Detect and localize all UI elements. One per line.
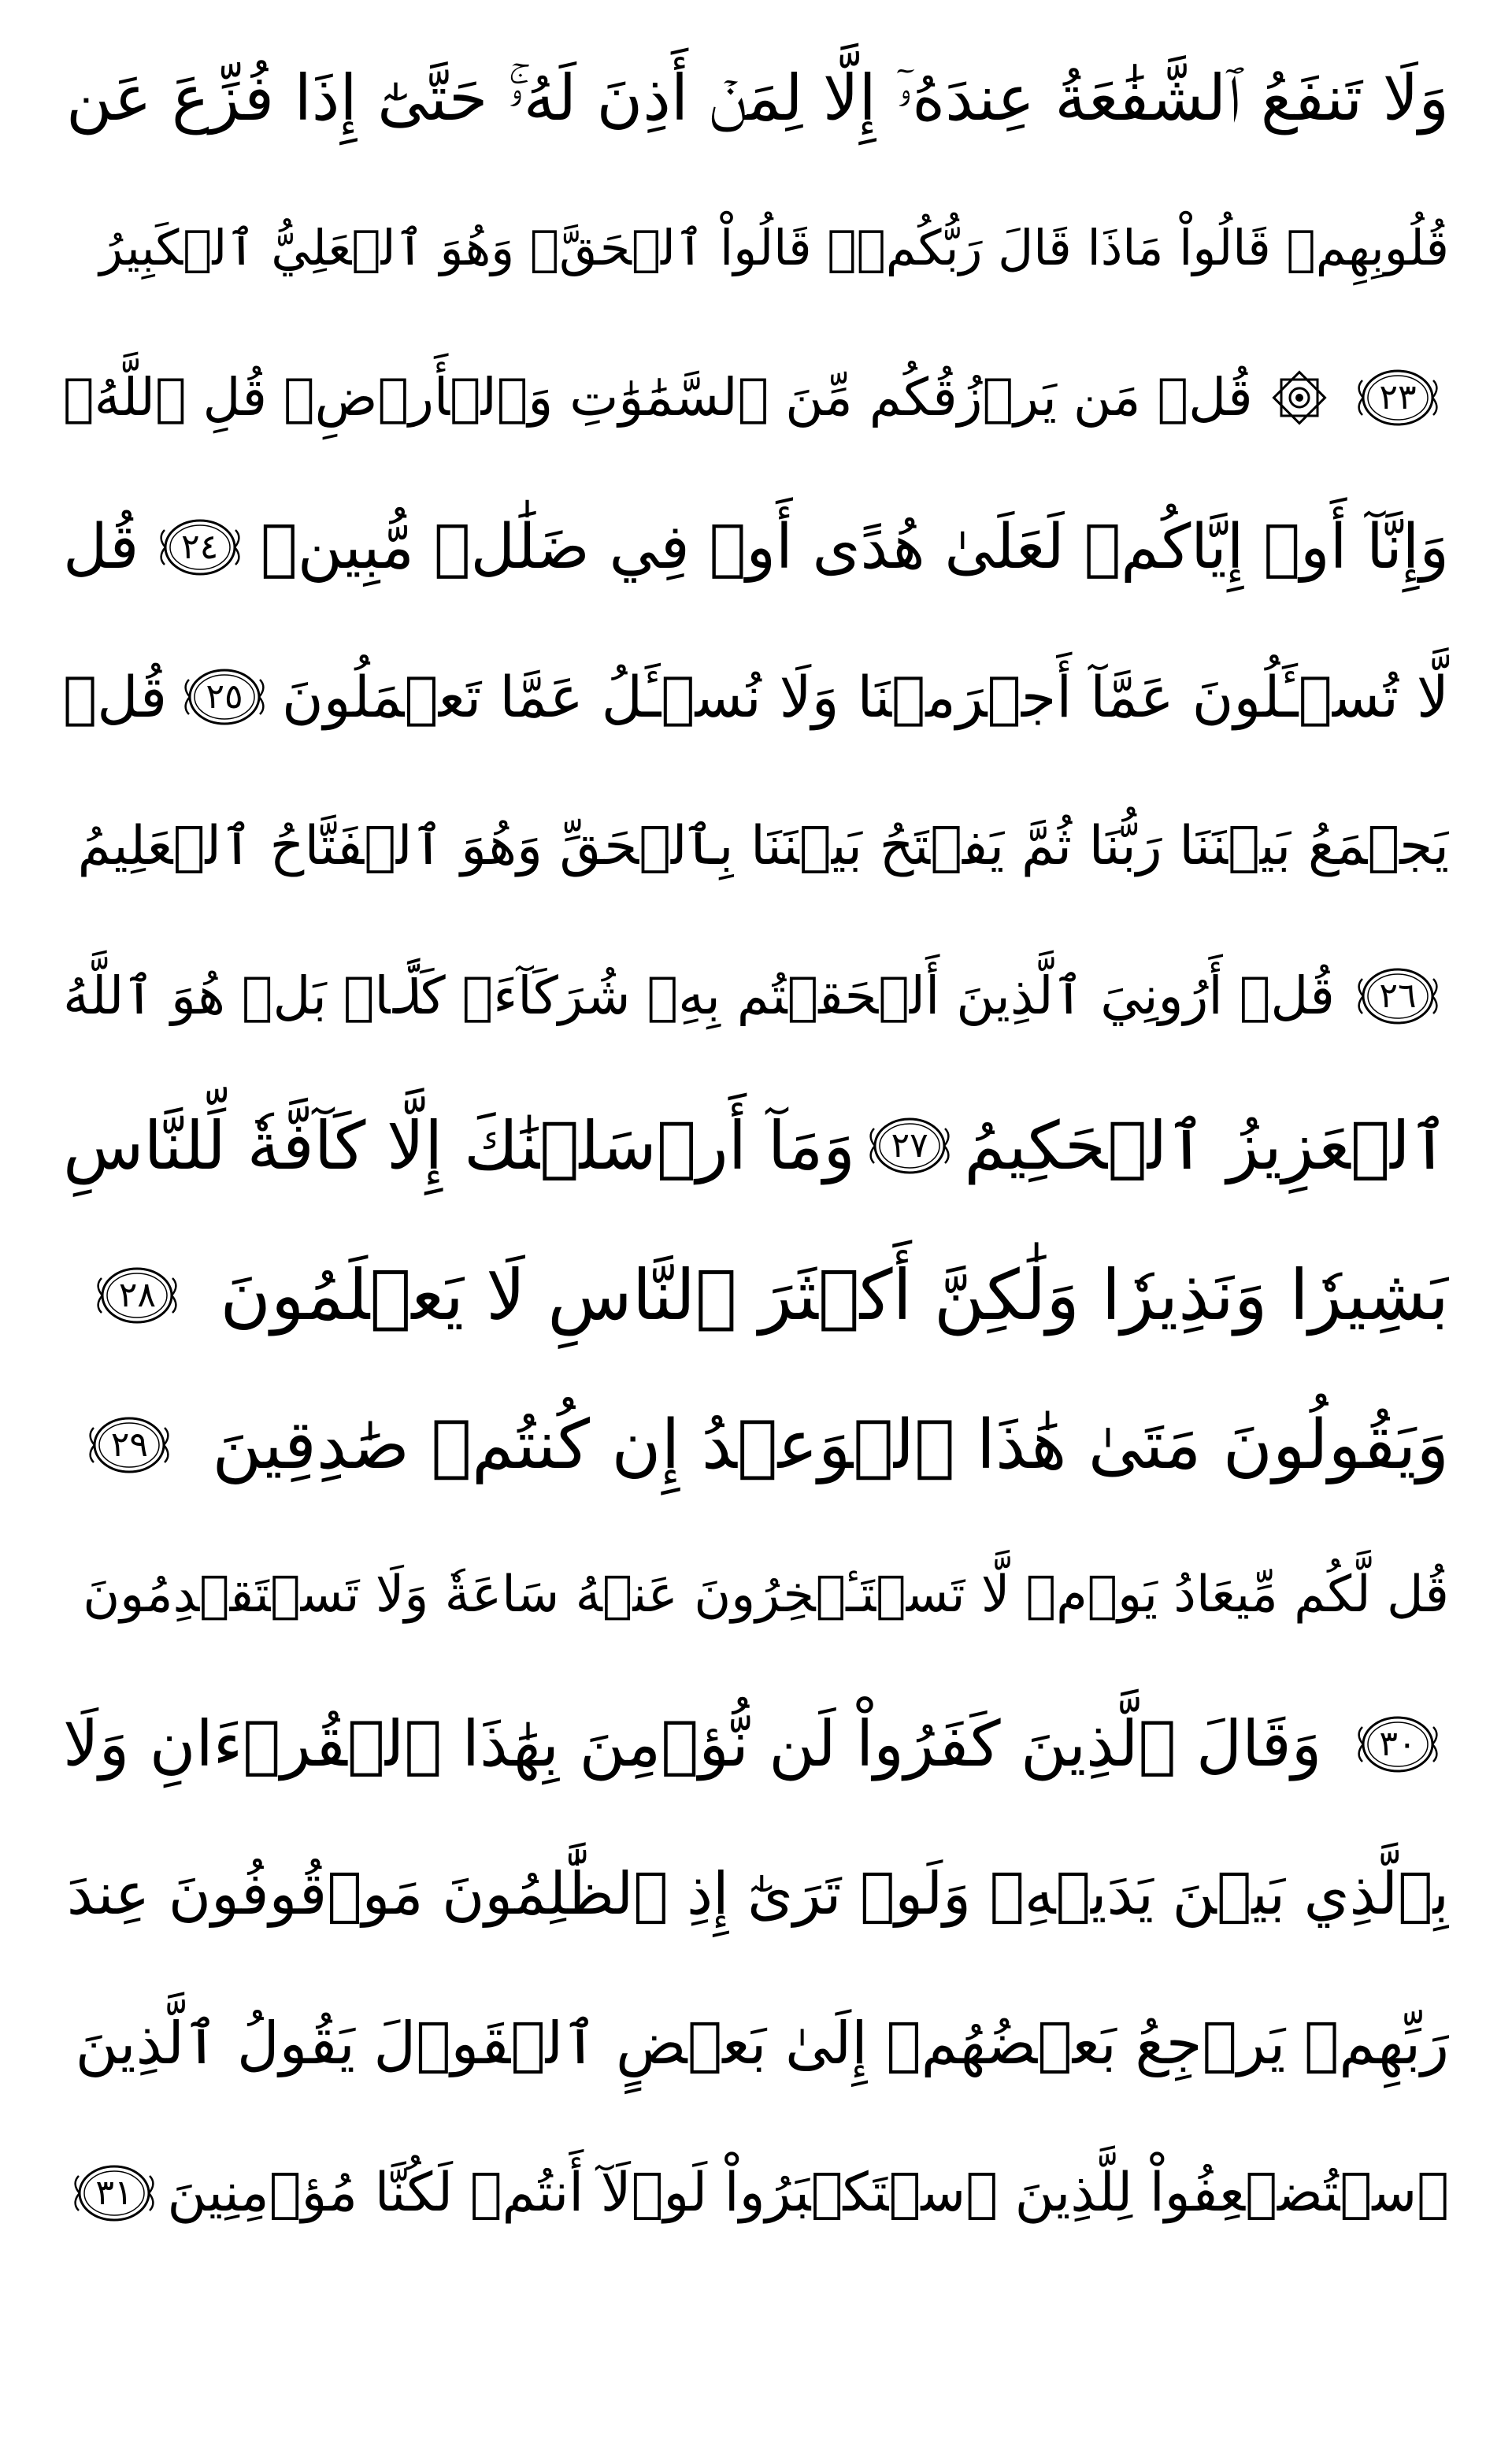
- ayah-number: ٢٨: [118, 1275, 156, 1315]
- ayah-number-marker: [71, 2160, 158, 2226]
- mushaf-page: [63, 24, 1449, 2418]
- ayah-number: ٢٤: [181, 527, 219, 567]
- verse-text: قُل لَّكُم مِّيعَادُ يَوۡمٖ لَّا تَسۡتَـٔۡخِرُونَ عَنۡهُ سَاعَةٗ وَلَا تَسۡتَقۡدِمُونَ: [83, 1566, 1449, 1624]
- verse-line: [63, 173, 1449, 323]
- verse-text: وَلَا تَنفَعُ ٱلشَّفَٰعَةُ عِندَهُۥٓ إِلَّا لِمَنۡ أَذِنَ لَهُۥۚ حَتَّىٰٓ إِذَا فُزِّعَ عَن: [65, 61, 1449, 135]
- verse-text: قُلُوبِهِمۡ قَالُواْ مَاذَا قَالَ رَبُّكُمۡۖ قَالُواْ ٱلۡحَقَّۖ وَهُوَ ٱلۡعَلِيُّ ٱلۡكَبِيرُ: [99, 219, 1449, 276]
- ayah-number: ٢٣: [1379, 377, 1417, 417]
- verse-line: [63, 24, 1449, 173]
- verse-text: قُلۡ: [63, 664, 168, 730]
- verse-text: بِٱلَّذِي بَيۡنَ يَدَيۡهِۗ وَلَوۡ تَرَىٰٓ إِذِ ٱلظَّٰلِمُونَ مَوۡقُوفُونَ عِندَ: [66, 1860, 1449, 1928]
- verse-line: [63, 1969, 1449, 2118]
- verse-text: وَيَقُولُونَ مَتَىٰ هَٰذَا ٱلۡوَعۡدُ إِن كُنتُمۡ صَٰدِقِينَ: [212, 1406, 1449, 1484]
- ayah-number-marker: [1354, 365, 1441, 431]
- verse-line: [63, 1670, 1449, 1819]
- rub-el-hizb-icon: [1264, 362, 1335, 433]
- ayah-number-marker: [86, 1412, 172, 1478]
- verse-text: ٱسۡتُضۡعِفُواْ لِلَّذِينَ ٱسۡتَكۡبَرُواْ لَوۡلَآ أَنتُمۡ لَكُنَّا مُؤۡمِنِينَ: [167, 2162, 1449, 2224]
- verse-text: بَشِيرٗا وَنَذِيرٗا وَلَٰكِنَّ أَكۡثَرَ ٱلنَّاسِ لَا يَعۡلَمُونَ: [220, 1255, 1449, 1336]
- verse-line: [63, 1819, 1449, 1969]
- ayah-number-marker: [866, 1113, 953, 1179]
- ayah-number: ٣١: [95, 2173, 133, 2213]
- ayah-number-marker: [1354, 1711, 1441, 1777]
- verse-line: [63, 1071, 1449, 1221]
- verse-line: [63, 473, 1449, 622]
- verse-text: يَجۡمَعُ بَيۡنَنَا رَبُّنَا ثُمَّ يَفۡتَحُ بَيۡنَنَا بِٱلۡحَقِّ وَهُوَ ٱلۡفَتَّاحُ ٱلۡعَلِيمُ: [77, 815, 1449, 877]
- verse-text: وَإِنَّآ أَوۡ إِيَّاكُمۡ لَعَلَىٰ هُدًى أَوۡ فِي ضَلَٰلٖ مُّبِينٖ: [260, 512, 1449, 583]
- ayah-number-marker: [1354, 963, 1441, 1029]
- verse-text: وَقَالَ ٱلَّذِينَ كَفَرُواْ لَن نُّؤۡمِنَ بِهَٰذَا ٱلۡقُرۡءَانِ وَلَا: [63, 1707, 1322, 1781]
- ayah-number: ٣٠: [1379, 1724, 1417, 1764]
- verse-line: [63, 1370, 1449, 1520]
- verse-text: لَّا تُسۡـَٔلُونَ عَمَّآ أَجۡرَمۡنَا وَلَا نُسۡـَٔلُ عَمَّا تَعۡمَلُونَ: [281, 664, 1449, 730]
- ayah-number: ٢٩: [110, 1425, 148, 1465]
- ayah-number-marker: [181, 664, 268, 730]
- ayah-number: ٢٧: [891, 1125, 928, 1166]
- hizb-marker: [1264, 362, 1335, 433]
- ayah-number-marker: [94, 1262, 180, 1329]
- verse-line: [63, 323, 1449, 473]
- verse-line: [63, 622, 1449, 772]
- verse-text: قُلۡ مَن يَرۡزُقُكُم مِّنَ ٱلسَّمَٰوَٰتِ وَٱلۡأَرۡضِۖ قُلِ ٱللَّهُۖ: [63, 367, 1253, 428]
- verse-text: وَمَآ أَرۡسَلۡنَٰكَ إِلَّا كَآفَّةٗ لِّلنَّاسِ: [63, 1107, 855, 1184]
- verse-line: [63, 1520, 1449, 1670]
- verse-text: قُلۡ أَرُونِيَ ٱلَّذِينَ أَلۡحَقۡتُم بِهِۦ شُرَكَآءَۖ كَلَّاۚ بَلۡ هُوَ ٱللَّهُ: [63, 965, 1335, 1026]
- verse-line: [63, 2118, 1449, 2268]
- verse-text: ٱلۡعَزِيزُ ٱلۡحَكِيمُ: [964, 1107, 1449, 1184]
- ayah-number-marker: [157, 514, 243, 580]
- verse-text: رَبِّهِمۡ يَرۡجِعُ بَعۡضُهُمۡ إِلَىٰ بَعۡضٍ ٱلۡقَوۡلَ يَقُولُ ٱلَّذِينَ: [75, 2010, 1449, 2077]
- verse-line: [63, 921, 1449, 1071]
- ayah-number: ٢٥: [206, 676, 243, 717]
- ayah-number: ٢٦: [1379, 976, 1417, 1016]
- verse-line: [63, 1221, 1449, 1370]
- verse-text: قُل: [63, 512, 139, 583]
- verse-line: [63, 772, 1449, 921]
